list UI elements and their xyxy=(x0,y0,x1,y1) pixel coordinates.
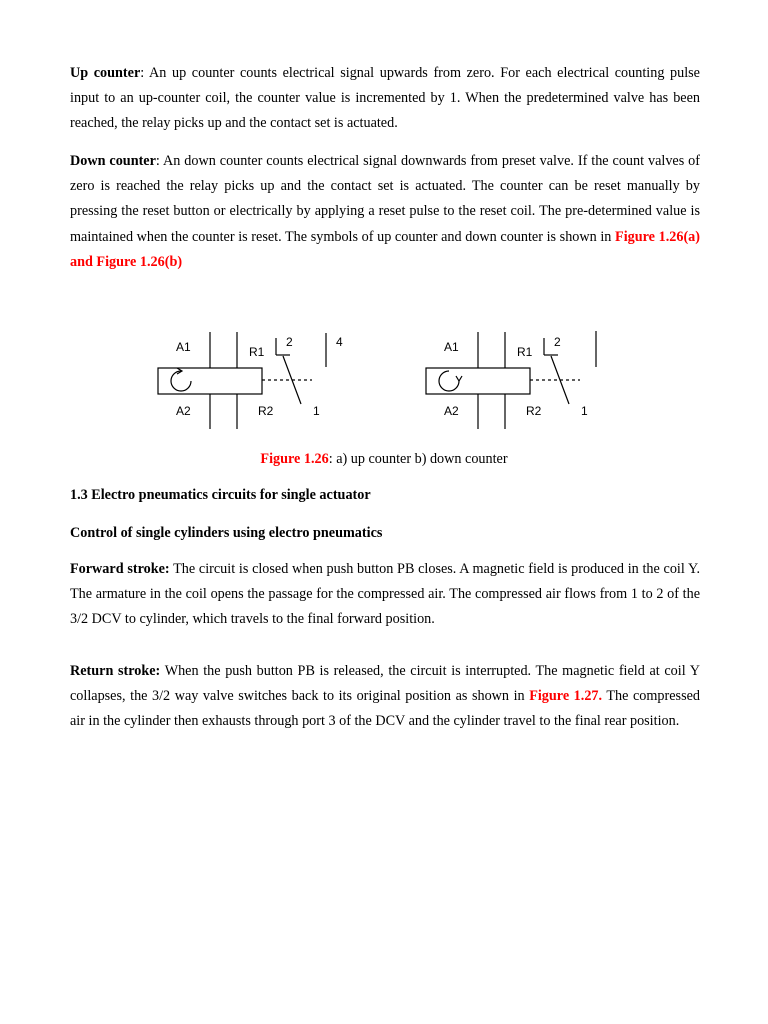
up-counter-text: : An up counter counts electrical signal upwards from zero. For each electrical counting pulse input to an up-counter coil, the counter value is incremented by 1. When the predetermined valve has been reached, the relay picks up and the contact set is actuated. xyxy=(70,65,700,132)
down-counter-label-a1: A1 xyxy=(444,340,459,354)
up-counter-label-a1: A1 xyxy=(176,340,191,354)
figure-1-27-reference: Figure 1.27. xyxy=(529,688,603,705)
up-counter-label-1: 1 xyxy=(313,404,320,418)
figure-1-26-reference: Figure 1.26(a) and Figure 1.26(b) xyxy=(70,228,700,270)
down-counter-paragraph xyxy=(70,149,700,275)
forward-stroke-term: Forward stroke: xyxy=(70,561,170,577)
figure-caption-text: : a) up counter b) down counter xyxy=(328,451,508,467)
return-stroke-term: Return stroke: xyxy=(70,663,161,679)
down-counter-label-r1: R1 xyxy=(517,345,533,359)
down-counter-label-2: 2 xyxy=(554,335,561,349)
return-stroke-text-before: When the push button PB is released, the circuit is interrupted. The magnetic field at coil Y collapses, the 3/2 way valve switches back to its original position as shown in xyxy=(70,663,701,705)
forward-stroke-paragraph xyxy=(70,557,700,633)
down-counter-text: : An down counter counts electrical signal downwards from preset valve. If the count valves of zero is reached the relay picks up and the contact set is actuated. The counter can be reset manually by pressing the reset button or electrically by applying a reset pulse to the reset coil. The pre-determined value is maintained when the counter is reset. The symbols of up counter and down counter is shown in xyxy=(70,153,701,245)
counter-symbols-figure xyxy=(0,325,768,435)
subsection-heading: Control of single cylinders using electro pneumatics xyxy=(70,525,383,541)
section-heading: 1.3 Electro pneumatics circuits for single actuator xyxy=(70,487,371,503)
down-counter-term: Down counter xyxy=(70,153,156,169)
up-counter-paragraph xyxy=(70,61,700,137)
down-counter-label-a2: A2 xyxy=(444,404,459,418)
down-counter-label-r2: R2 xyxy=(526,404,542,418)
up-counter-label-r2: R2 xyxy=(258,404,274,418)
return-stroke-text-after: The compressed air in the cylinder then exhausts through port 3 of the DCV and the cylinder travel to the final rear position. xyxy=(70,688,700,730)
return-stroke-paragraph xyxy=(70,659,700,735)
figure-caption xyxy=(0,451,768,468)
up-counter-label-4: 4 xyxy=(336,335,343,349)
up-counter-term: Up counter xyxy=(70,65,141,81)
up-counter-label-r1: R1 xyxy=(249,345,265,359)
up-counter-label-2: 2 xyxy=(286,335,293,349)
down-counter-label-1: 1 xyxy=(581,404,588,418)
up-counter-label-a2: A2 xyxy=(176,404,191,418)
figure-caption-ref: Figure 1.26 xyxy=(260,451,329,467)
forward-stroke-text: The circuit is closed when push button PB closes. A magnetic field is produced in the coil Y. The armature in the coil opens the passage for the compressed air. The compressed air flows from 1 to 2 of the 3/2 DCV to cylinder, which travels to the final forward position. xyxy=(70,561,700,628)
